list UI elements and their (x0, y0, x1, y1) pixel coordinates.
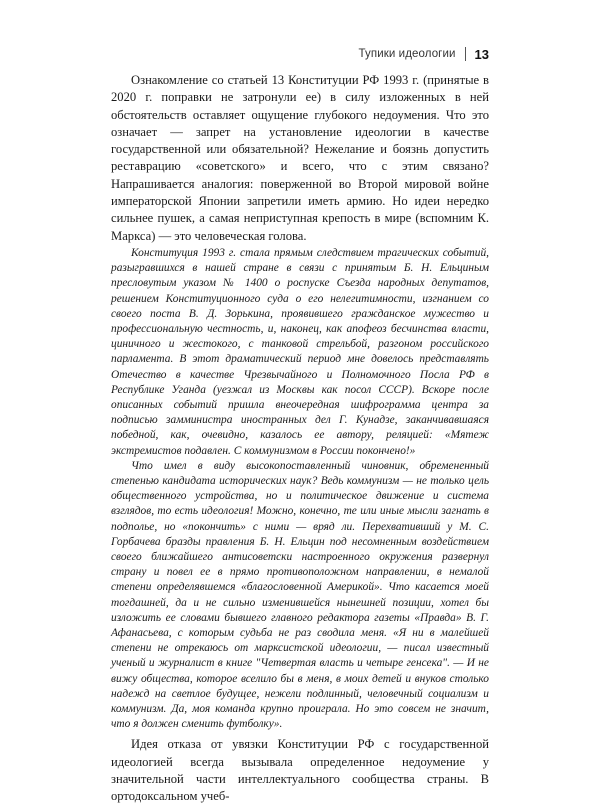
quote-paragraph-1: Конституция 1993 г. стала прямым следствием трагических событий, разыгравшихся в нашей стране в связи с принятым Б. Н. Ельциным пресловутым указом № 1400 о роспуске Съезда народных депутатов, решением Конституционного суда о его нелегитимности, изгнанием со своего поста В. Д. Зорькина, проявившего гражданское мужество и профессиональную честность, и, наконец, как апофеоз бесчинства власти, циничного и жестокого, с танковой стрельбой, разгоном российского парламента. В этот драматический период мне довелось представлять Отечество в качестве Чрезвычайного и Полномочного Посла РФ в Республике Уганда (уезжал из Москвы как посол СССР). Вскоре после описанных событий пришла внеочередная шифрограмма центра за подписью замминистра иностранных дел Г. Кунадзе, заканчивавшаяся победной, как, очевидно, казалось ее автору, реляцией: «Мятеж экстремистов подавлен. С коммунизмом в России покончено!» (111, 246, 489, 457)
paragraph-2: Идея отказа от увязки Конституции РФ с государственной идеологией всегда вызывала определенное недоумение у значительной части интеллектуального сообщества страны. В ортодоксальном учеб- (111, 737, 489, 804)
paragraph-1: Ознакомление со статьей 13 Конституции РФ 1993 г. (принятые в 2020 г. поправки не затронули ее) в силу изложенных в ней обстоятельств оставляет ощущение глубокого недоумения. Что это означает — запрет на установление идеологии в качестве государственной или обязательной? Нежелание и боязнь допустить реставрацию «советского» и всего, что с этим связано? Напрашивается аналогия: поверженной во Второй мировой войне императорской Японии запретили иметь армию. Но идеи нередко сильнее пушек, а самая неприступная крепость в мире (вспомним К. Маркса) — это человеческая голова. (111, 73, 489, 243)
running-header (359, 44, 489, 64)
header-divider (465, 47, 466, 61)
quote-paragraph-2: Что имел в виду высокопоставленный чиновник, обремененный степенью кандидата исторических наук? Ведь коммунизм — не только цель общественного устройства, но и политическое движение и система взглядов, то есть идеология! Можно, конечно, те или иные мысли загнать в подполье, но «покончить» с ними — вряд ли. Перехвативший у М. С. Горбачева бразды правления Б. Н. Ельцин под несомненным воздействием своего ближайшего антисоветски настроенного окружения развернул страну и повел ее в прямо противоположном направлении, в немалой степени определявшемся «благословенной Америкой». Что касается моей тогдашней, да и не сильно изменившейся нынешней позиции, хотел бы изложить ее словами бывшего главного редактора газеты «Правда» В. Г. Афанасьева, с которым судьба не раз сводила меня. «Я ни в малейшей степени не отрекаюсь от марксистской идеологии, — писал известный ученый и журналист в книге "Четвертая власть и четыре генсека". — И не вижу общества, которое вселило бы в меня, в моих детей и внуков столько надежд на светлое будущее, нежели подлинный, человечный социализм и коммунизм. Да, моя команда крупно проиграла. Но это совсем не значит, что я должен сменить футболку». (111, 459, 489, 731)
running-title: Тупики идеологии (358, 48, 456, 60)
page-number: 13 (474, 46, 489, 62)
page-body (111, 72, 489, 806)
